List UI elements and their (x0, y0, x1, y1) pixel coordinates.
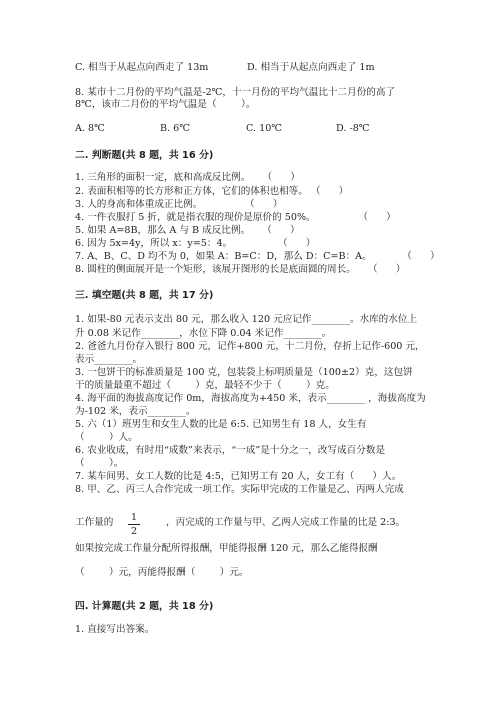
fraction-prefix: 工作量的 (75, 517, 114, 528)
tf-item: 1. 三角形的面积一定，底和高成反比例。 （ ） (75, 172, 300, 183)
fraction-bar (128, 524, 140, 525)
fill-line: 8. 甲、乙、丙三人合作完成一项工作。实际甲完成的工作量是乙、丙两人完成 (75, 484, 404, 495)
q8-line-1: 8. 某市十二月份的平均气温是-2℃，十一月份的平均气温比十二月份的高了 (75, 87, 396, 98)
fraction-suffix: ，丙完成的工作量与甲、乙两人完成工作量的比是 2:3。 (166, 517, 406, 528)
tf-item: 5. 如果 A=8B，那么 A 与 B 成反比例。 （ ） (75, 225, 300, 236)
fill-line: 2. 爸爸九月份存入银行 800 元，记作+800 元，十二月份，存折上记作-600 元， (75, 341, 425, 352)
section-4-title: 四. 计算题(共 2 题，共 18 分) (75, 601, 214, 612)
tf-item: 3. 人的身高和体重成正比例。 （ ） (75, 199, 283, 210)
fill-line: 为-102 米，表示________。 (75, 406, 196, 417)
fill-line: 升 0.08 米记作________，水位下降 0.04 米记作________。 (75, 328, 332, 339)
tf-item: 4. 一件衣服打 5 折，就是指衣服的现价是原价的 50%。 （ ） (75, 212, 396, 223)
fill-line: 如果按完成工作量分配所得报酬，甲能得报酬 120 元，那么乙能得报酬 (75, 543, 378, 554)
q7-option-d: D. 相当于从起点向西走了 1m (247, 62, 375, 73)
fill-line: （ ）人。 (75, 432, 138, 443)
q8-option-d: D. -8℃ (336, 123, 370, 134)
q8-option-a: A. 8℃ (75, 123, 105, 134)
fraction-one-half (128, 512, 140, 537)
fill-line: 7. 某车间男、女工人数的比是 4:5，已知男工有 20 人，女工有（ ）人。 (75, 471, 402, 482)
section-2-title: 二. 判断题(共 8 题，共 16 分) (75, 150, 214, 161)
fill-line: 3. 一包饼干的标准质量是 100 克，包装袋上标明质量是（100±2）克，这包饼 (75, 367, 413, 378)
fill-line: 4. 海平面的海拔高度记作 0m，海拔高度为+450 米，表示________ ，海拔高度为 (75, 393, 426, 404)
q8-line-2: 8℃，该市二月份的平均气温是（ ）。 (75, 99, 256, 110)
fill-line: （ ）。 (75, 458, 124, 469)
tf-item: 6. 因为 5x=4y，所以 x：y=5：4。 （ ） (75, 238, 316, 249)
fill-line: 干的质量最重不超过（ ）克，最轻不少于（ ）克。 (75, 380, 335, 391)
fill-line: 5. 六（1）班男生和女生人数的比是 6:5. 已知男生有 18 人，女生有 (75, 419, 367, 430)
section-3-title: 三. 填空题(共 8 题，共 17 分) (75, 290, 214, 301)
fill-line: （ ）元，丙能得报酬（ ）元。 (75, 567, 249, 578)
fill-line: 6. 农业收成，有时用“成数”来表示，“一成”是十分之一，改写成百分数是 (75, 445, 386, 456)
q8-option-c: C. 10℃ (246, 123, 283, 134)
q8-option-b: B. 6℃ (160, 123, 190, 134)
fraction-denominator: 2 (130, 526, 138, 537)
tf-item: 7. A、B、C、D 均不为 0，如果 A：B=C：D，那么 D：C=B：A。 （ ） (75, 251, 440, 262)
fill-line: 表示________。 (75, 354, 143, 365)
fraction-numerator: 1 (130, 512, 138, 523)
tf-item: 8. 圆柱的侧面展开是一个矩形，该展开图形的长是底面圆的周长。 （ ） (75, 264, 406, 275)
q7-option-c: C. 相当于从起点向西走了 13m (75, 62, 209, 73)
tf-item: 2. 表面积相等的长方形和正方体，它们的体积也相等。 （ ） (75, 186, 349, 197)
calc-item: 1. 直接写出答案。 (75, 624, 155, 635)
fill-line: 1. 如果-80 元表示支出 80 元，那么收入 120 元应记作________。水库的水位上 (75, 314, 418, 325)
